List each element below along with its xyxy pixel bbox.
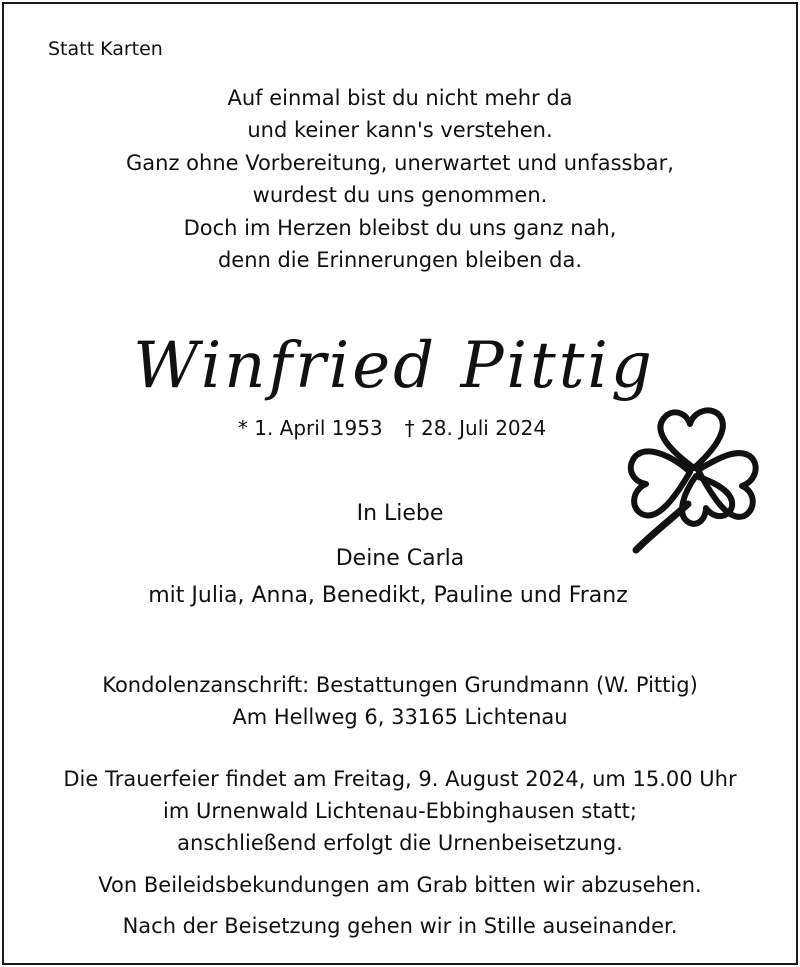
ceremony-line: anschließend erfolgt die Urnenbeisetzung. [177, 831, 623, 855]
condolence-address [4, 669, 796, 733]
condolence-request-note: Von Beileidsbekundungen am Grab bitten wir abzusehen. [98, 873, 702, 897]
poem-line: wurdest du uns genommen. [252, 183, 548, 208]
four-leaf-clover-icon [624, 404, 764, 556]
ceremony-info [4, 763, 796, 859]
deceased-name: Winfried Pittig [133, 329, 655, 403]
poem [4, 82, 796, 276]
mourners-primary: Deine Carla [335, 546, 465, 571]
condolence-line: Am Hellweg 6, 33165 Lichtenau [232, 705, 568, 729]
statt-karten-label: Statt Karten [48, 38, 163, 60]
poem-line: Ganz ohne Vorbereitung, unerwartet und unfassbar, [126, 150, 674, 175]
mourners-intro: In Liebe [356, 501, 444, 526]
poem-line: und keiner kann's verstehen. [247, 118, 553, 143]
ceremony-line: im Urnenwald Lichtenau-Ebbinghausen statt; [163, 799, 637, 823]
poem-line: Doch im Herzen bleibst du uns ganz nah, [183, 215, 617, 240]
ceremony-line: Die Trauerfeier findet am Freitag, 9. August 2024, um 15.00 Uhr [63, 767, 737, 791]
poem-line: denn die Erinnerungen bleiben da. [217, 248, 583, 273]
birth-date: * 1. April 1953 [237, 416, 383, 440]
death-date: † 28. Juli 2024 [404, 416, 547, 440]
mourners-family: mit Julia, Anna, Benedikt, Pauline und Franz [148, 583, 628, 608]
silence-note: Nach der Beisetzung gehen wir in Stille auseinander. [122, 914, 678, 938]
condolence-line: Kondolenzanschrift: Bestattungen Grundmann (W. Pittig) [102, 673, 698, 697]
poem-line: Auf einmal bist du nicht mehr da [227, 86, 573, 110]
obituary-card [2, 2, 798, 965]
